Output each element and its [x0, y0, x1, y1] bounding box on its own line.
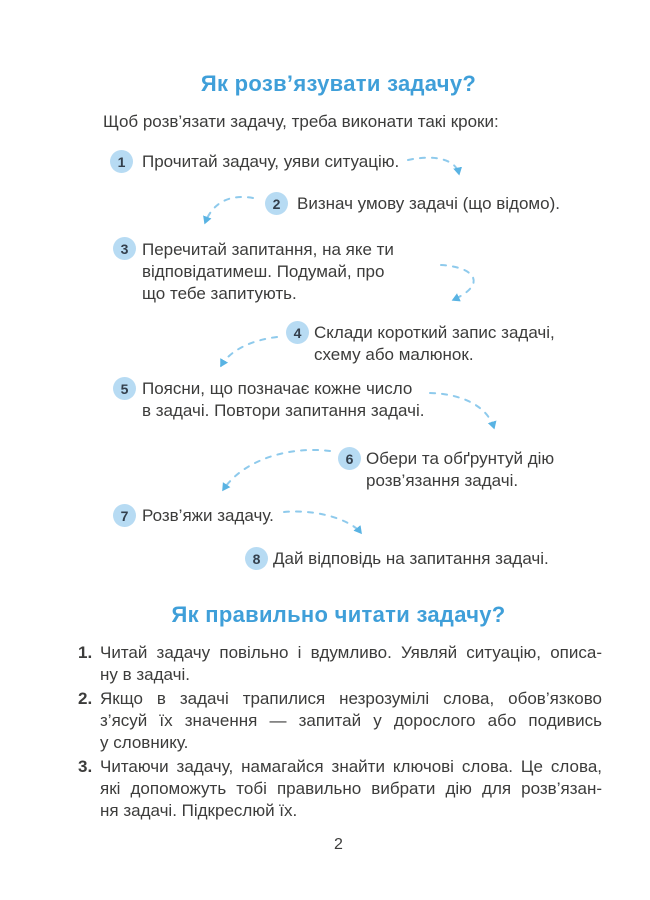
reading-rule-3: [75, 756, 602, 822]
rule-2-text: [100, 688, 602, 754]
rule-1-number: 1.: [78, 643, 93, 662]
step-2-text: [297, 193, 560, 215]
text-line: Читай задачу повільно і вдумливо. Уявляй ситуацію, описа-: [100, 643, 602, 662]
text-line: Склади короткий запис задачі,: [314, 323, 555, 342]
reading-rule-2: [75, 688, 602, 754]
step-5-badge: 5: [113, 377, 136, 400]
text-line: які допоможуть тобі правильно вибрати дію для розв’язан-: [100, 779, 602, 798]
how-to-read-title: Як правильно читати задачу?: [171, 602, 506, 627]
text-line: з’ясуй їх значення — запитай у дорослого або подивись: [100, 711, 602, 730]
text-line: ну в задачі.: [100, 665, 190, 684]
step-7-badge: 7: [113, 504, 136, 527]
text-line: Перечитай запитання, на яке ти: [142, 240, 394, 259]
text-line: Визнач умову задачі (що відомо).: [297, 194, 560, 213]
arrow-step7-to-step8: [284, 511, 361, 533]
step-8-text: [273, 548, 549, 570]
step-3-text: [142, 239, 394, 305]
step-6-badge: 6: [338, 447, 361, 470]
step-3-badge: 3: [113, 237, 136, 260]
text-line: схему або малюнок.: [314, 345, 474, 364]
arrow-step6-to-step7: [223, 450, 330, 490]
page-number: 2: [334, 836, 343, 853]
step-1-badge: 1: [110, 150, 133, 173]
arrow-step1-to-step2: [408, 158, 459, 174]
text-line: Поясни, що позначає кожне число: [142, 379, 413, 398]
reading-rule-1: [75, 642, 602, 686]
arrow-step3-to-step4: [441, 265, 474, 300]
text-line: в задачі. Повтори запитання задачі.: [142, 401, 425, 420]
step-7-text: [142, 505, 274, 527]
step-4-text: [314, 322, 555, 366]
text-line: Обери та обґрунтуй дію: [366, 449, 555, 468]
rule-3-number: 3.: [78, 757, 93, 776]
intro-text: Щоб розв’язати задачу, треба виконати такі кроки:: [103, 112, 499, 131]
arrow-step5-to-step6: [430, 393, 494, 428]
step-2-badge: 2: [265, 192, 288, 215]
step-4-badge: 4: [286, 321, 309, 344]
arrow-step4-to-step5: [221, 337, 277, 366]
step-5-text: [142, 378, 424, 422]
arrow-step2-to-step3: [205, 197, 253, 223]
step-8-badge: 8: [245, 547, 268, 570]
text-line: Дай відповідь на запитання задачі.: [273, 549, 549, 568]
text-line: Розв’яжи задачу.: [142, 506, 274, 525]
text-line: ня задачі. Підкреслюй їх.: [100, 801, 298, 820]
text-line: Читаючи задачу, намагайся знайти ключові слова. Це слова,: [100, 757, 602, 776]
step-1-text: [142, 151, 399, 173]
rule-1-text: [100, 642, 602, 686]
text-line: відповідатимеш. Подумай, про: [142, 262, 385, 281]
how-to-solve-title: Як розв’язувати задачу?: [200, 71, 477, 96]
text-line: Якщо в задачі трапилися незрозумілі слова, обов’язково: [100, 689, 602, 708]
step-6-text: [366, 448, 554, 492]
reading-rules-list: [75, 642, 602, 824]
text-line: розв’язання задачі.: [366, 471, 519, 490]
text-line: Прочитай задачу, уяви ситуацію.: [142, 152, 400, 171]
text-line: що тебе запитують.: [142, 284, 297, 303]
rule-3-text: [100, 756, 602, 822]
text-line: у словнику.: [100, 733, 189, 752]
rule-2-number: 2.: [78, 689, 93, 708]
